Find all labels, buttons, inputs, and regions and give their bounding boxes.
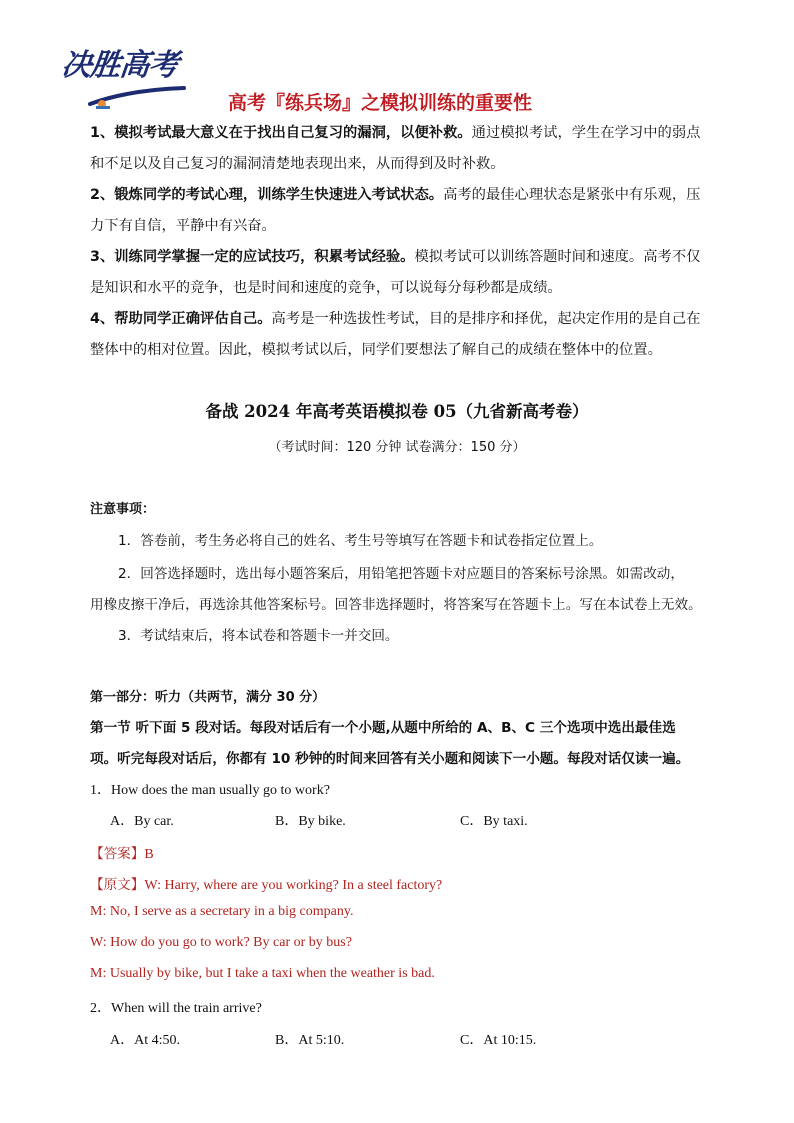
- q2-option-a: A．At 4:50.: [110, 1033, 180, 1048]
- q1-script-line-2: M: No, I serve as a secretary in a big company.: [90, 904, 354, 919]
- q1-option-b: B．By bike.: [275, 814, 346, 829]
- notice-item-3: 3．考试结束后，将本试卷和答题卡一并交回。: [118, 628, 399, 644]
- answer-value: B: [144, 847, 154, 862]
- answer-label: 【答案】: [90, 846, 145, 862]
- importance-body: 高考是一种选拔性考试，目的是排序和择优，起决定作用的是自己在整体中的相对位置。因此，模拟考试以后，同学们要想法了解自己的成绩在整体中的位置。: [90, 311, 701, 358]
- question-1: 1．How does the man usually go to work?: [90, 783, 330, 798]
- section1-instructions-line-1: 第一节 听下面 5 段对话。每段对话后有一个小题,从题中所给的 A、B、C 三个选项中选出最佳选: [90, 720, 676, 736]
- importance-paragraph-3: [90, 242, 706, 304]
- importance-body: 模拟考试可以训练答题时间和速度。高考不仅是知识和水平的竞争，也是时间和速度的竞争，可以说每分每秒都是成绩。: [90, 249, 701, 296]
- notice-heading: 注意事项：: [90, 502, 156, 517]
- notice-item-1: 1．答卷前，考生务必将自己的姓名、考生号等填写在答题卡和试卷指定位置上。: [118, 533, 603, 549]
- logo-swoosh-icon: [88, 84, 188, 110]
- q2-option-c: C．At 10:15.: [460, 1033, 537, 1048]
- brand-logo: [59, 40, 192, 112]
- section1-instructions-line-2: 项。听完每段对话后，你都有 10 秒钟的时间来回答有关小题和阅读下一小题。每段对话仅读一遍。: [90, 751, 690, 767]
- exam-subtitle: （考试时间：120 分钟 试卷满分：150 分）: [268, 440, 526, 455]
- q1-option-c: C．By taxi.: [460, 814, 528, 829]
- importance-lead: 3、训练同学掌握一定的应试技巧，积累考试经验。: [90, 249, 415, 265]
- q1-script-line-3: W: How do you go to work? By car or by bus?: [90, 935, 352, 950]
- importance-lead: 4、帮助同学正确评估自己。: [90, 311, 272, 327]
- importance-paragraph-1: [90, 118, 706, 180]
- importance-lead: 1、模拟考试最大意义在于找出自己复习的漏洞，以便补救。: [90, 125, 472, 141]
- q2-option-b: B．At 5:10.: [275, 1033, 345, 1048]
- script-text: W: Harry, where are you working? In a steel factory?: [144, 878, 443, 893]
- page-header-title: 高考『练兵场』之模拟训练的重要性: [228, 92, 533, 114]
- logo-text: 决胜高考: [59, 48, 180, 83]
- exam-title: 备战 2024 年高考英语模拟卷 05（九省新高考卷）: [205, 402, 589, 421]
- q1-script-line-4: M: Usually by bike, but I take a taxi when the weather is bad.: [90, 966, 435, 981]
- importance-paragraph-2: [90, 180, 706, 242]
- importance-body: 通过模拟考试，学生在学习中的弱点和不足以及自己复习的漏洞清楚地表现出来，从而得到及时补救。: [90, 125, 701, 172]
- notice-item-2-line-1: 2．回答选择题时，选出每小题答案后，用铅笔把答题卡对应题目的答案标号涂黑。如需改动，: [118, 566, 684, 582]
- importance-body: 高考的最佳心理状态是紧张中有乐观，压力下有自信，平静中有兴奋。: [90, 187, 701, 234]
- q1-script-line-1: [90, 873, 442, 894]
- q1-answer: [90, 842, 154, 863]
- script-label: 【原文】: [90, 877, 145, 893]
- question-2: 2．When will the train arrive?: [90, 1001, 262, 1016]
- importance-paragraph-4: [90, 304, 706, 366]
- notice-item-2-line-2: 用橡皮擦干净后，再选涂其他答案标号。回答非选择题时，将答案写在答题卡上。写在本试卷上无效。: [90, 597, 702, 613]
- part1-heading: 第一部分：听力（共两节，满分 30 分）: [90, 690, 326, 705]
- q1-option-a: A．By car.: [110, 814, 174, 829]
- importance-lead: 2、锻炼同学的考试心理，训练学生快速进入考试状态。: [90, 187, 444, 203]
